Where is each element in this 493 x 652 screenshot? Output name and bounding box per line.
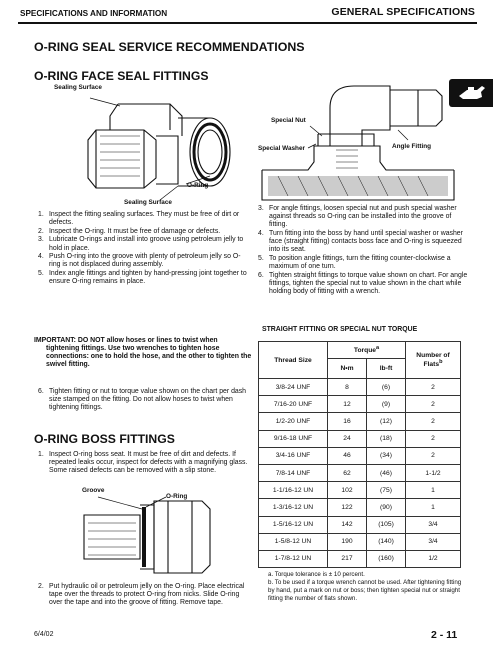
boss-heading: O-RING BOSS FITTINGS (34, 432, 175, 446)
footnote-b: b. To be used if a torque wrench cannot be used. After tightening fitting by hand, put a mark on nut or boss; then tighten special nut or straight fitting the number of flats shown. (268, 579, 462, 602)
list-item: 4. Turn fitting into the boss by hand until special washer or washer face (straight fitting) contacts boss face and O-ring is squeezed into its seat. (258, 229, 463, 254)
list-item: 6. Tighten straight fittings to torque value shown on chart. For angle fittings, tighten the special nut to value shown in the chart while holding body of fitting with a wrench. (258, 271, 468, 295)
face-seal-heading: O-RING FACE SEAL FITTINGS (34, 69, 209, 83)
table-cell: 9/16-18 UNF (259, 430, 328, 447)
torque-table (258, 341, 461, 568)
list-item: 1. Inspect the fitting sealing surfaces. They must be free of dirt or defects. (38, 211, 240, 227)
table-cell: 142 (328, 516, 367, 533)
table-row (259, 379, 461, 396)
face-seal-steps (38, 211, 250, 287)
header-chapter-title: GENERAL SPECIFICATIONS (331, 6, 475, 18)
table-cell: 16 (328, 413, 367, 430)
table-row (259, 550, 461, 567)
table-cell: 190 (328, 533, 367, 550)
special-washer-label: Special Washer (258, 145, 306, 152)
sealing-surface-label-top: Sealing Surface (54, 84, 102, 91)
table-row (259, 430, 461, 447)
table-cell: 1-1/2 (406, 464, 461, 481)
table-cell: 3/8-24 UNF (259, 379, 328, 396)
table-cell: 1-5/8-12 UN (259, 533, 328, 550)
table-cell: 1-3/16-12 UN (259, 499, 328, 516)
table-cell: (75) (367, 482, 406, 499)
table-cell: 7/8-14 UNF (259, 464, 328, 481)
table-row (259, 516, 461, 533)
table-row (259, 499, 461, 516)
table-row (259, 533, 461, 550)
table-cell: 2 (406, 447, 461, 464)
table-cell: (90) (367, 499, 406, 516)
table-cell: (160) (367, 550, 406, 567)
angle-fitting-diagram (258, 78, 458, 202)
header-section-label: SPECIFICATIONS AND INFORMATION (20, 9, 168, 18)
table-cell: 7/16-20 UNF (259, 396, 328, 413)
face-seal-fitting-diagram (60, 92, 240, 202)
col-header-flats: Number of Flats$^b$ (406, 342, 461, 379)
table-cell: 1/2 (406, 550, 461, 567)
boss-steps-2 (38, 583, 250, 608)
angle-fitting-label: Angle Fitting (392, 143, 432, 150)
table-cell: 2 (406, 379, 461, 396)
footer-date: 6/4/02 (34, 631, 54, 638)
table-cell: 1/2-20 UNF (259, 413, 328, 430)
list-item: 6. Tighten fitting or nut to torque value shown on the chart per dash size stamped on the fitting. Do not allow hoses to twist when tightening fittings. (38, 388, 247, 412)
groove-label: Groove (82, 487, 105, 494)
table-row (259, 464, 461, 481)
face-seal-step-6 (38, 388, 250, 413)
list-item: 1. Inspect O-ring boss seat. It must be free of dirt and defects. If repeated leaks occur, inspect for defects with a magnifying glass. Some raised defects can be removed with a slip stone. (38, 451, 248, 475)
table-cell: 8 (328, 379, 367, 396)
torque-table-title: STRAIGHT FITTING OR SPECIAL NUT TORQUE (262, 326, 418, 333)
table-cell: 46 (328, 447, 367, 464)
table-footnotes (268, 571, 468, 603)
col-header-nm: N•m (328, 359, 367, 379)
table-cell: 1-7/8-12 UN (259, 550, 328, 567)
table-cell: (9) (367, 396, 406, 413)
col-header-torque: Torque$^a$ (328, 342, 406, 359)
important-note: IMPORTANT: DO NOT allow hoses or lines to twist when tightening fittings. Use two wrenches to tighten hose connections: one to hold the hose, and the other to tighten the swivel fitting. (34, 337, 252, 369)
table-cell: (46) (367, 464, 406, 481)
table-cell: 3/4 (406, 533, 461, 550)
list-item: 2. Inspect the O-ring. It must be free of damage or defects. (38, 227, 221, 235)
boss-oring-label: O-Ring (166, 493, 188, 500)
boss-steps-1 (38, 451, 250, 476)
table-cell: 12 (328, 396, 367, 413)
list-item: 2. Put hydraulic oil or petroleum jelly on the O-ring. Place electrical tape over the threads to protect O-ring from nicks. Slide O-ring over the tape and into the groove of fitting. Remove tape. (38, 583, 245, 607)
footnote-a: a. Torque tolerance is ± 10 percent. (268, 571, 365, 578)
table-cell: (18) (367, 430, 406, 447)
table-row (259, 413, 461, 430)
boss-fitting-diagram (80, 493, 220, 579)
page-title: O-RING SEAL SERVICE RECOMMENDATIONS (34, 40, 305, 54)
list-item: 5. To position angle fittings, turn the fitting counter-clockwise a maximum of one turn. (258, 254, 451, 270)
table-cell: 1-1/16-12 UN (259, 482, 328, 499)
list-item: 5. Index angle fittings and tighten by hand-pressing joint together to ensure O-ring remains in place. (38, 270, 247, 286)
table-cell: 217 (328, 550, 367, 567)
table-cell: 2 (406, 413, 461, 430)
col-header-lbft: lb-ft (367, 359, 406, 379)
table-cell: 2 (406, 396, 461, 413)
table-row (259, 396, 461, 413)
page-number: 2 - 11 (431, 629, 458, 641)
angle-fitting-steps (258, 205, 470, 296)
table-cell: 1 (406, 499, 461, 516)
col-header-thread-size: Thread Size (259, 342, 328, 379)
table-cell: (6) (367, 379, 406, 396)
sealing-surface-label-bottom: Sealing Surface (124, 199, 172, 206)
table-cell: (140) (367, 533, 406, 550)
table-cell: (12) (367, 413, 406, 430)
special-nut-label: Special Nut (271, 117, 306, 124)
table-row (259, 482, 461, 499)
list-item: 3. For angle fittings, loosen special nut and push special washer against threads so O-ring can be installed into the groove of fitting. (258, 205, 457, 229)
table-cell: 3/4 (406, 516, 461, 533)
table-cell: 2 (406, 430, 461, 447)
list-item: 3. Lubricate O-rings and install into groove using petroleum jelly to hold in place. (38, 236, 244, 252)
table-cell: (34) (367, 447, 406, 464)
table-cell: 102 (328, 482, 367, 499)
oring-label: O-Ring (187, 182, 209, 189)
list-item: 4. Push O-ring into the groove with plenty of petroleum jelly so O-ring is not displaced during assembly. (38, 253, 241, 269)
table-cell: (105) (367, 516, 406, 533)
table-cell: 122 (328, 499, 367, 516)
table-cell: 24 (328, 430, 367, 447)
table-cell: 1-5/16-12 UN (259, 516, 328, 533)
table-cell: 62 (328, 464, 367, 481)
table-row (259, 447, 461, 464)
table-cell: 1 (406, 482, 461, 499)
table-cell: 3/4-16 UNF (259, 447, 328, 464)
header-rule (18, 22, 477, 24)
